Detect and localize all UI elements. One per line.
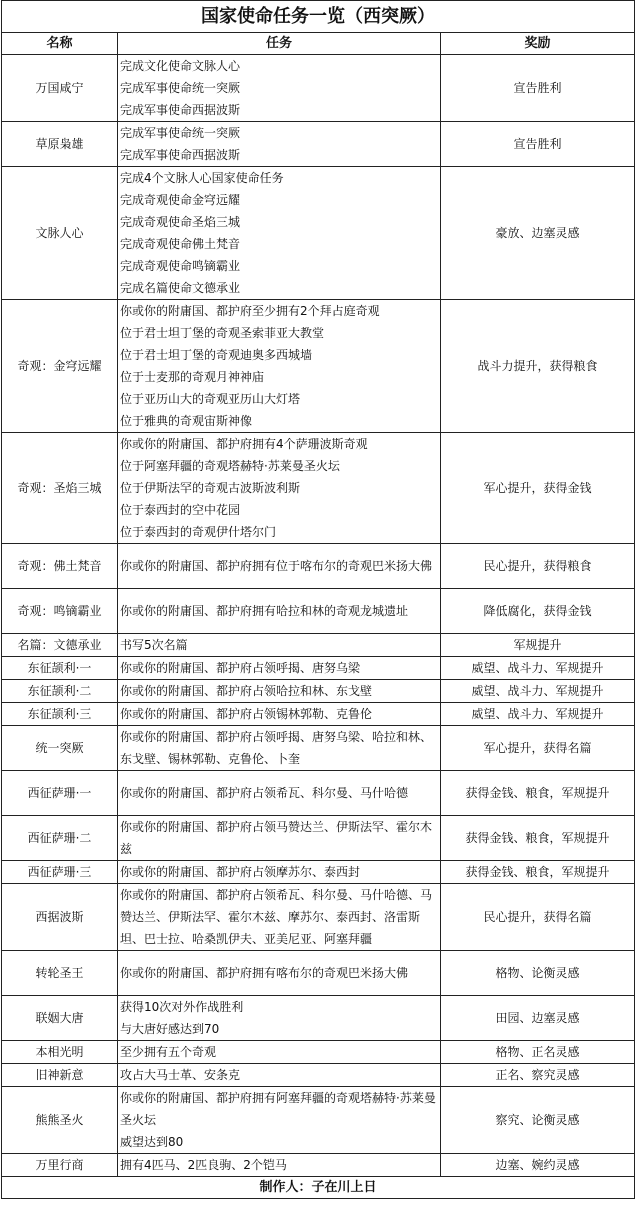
mission-name: 西征萨珊·三	[2, 861, 118, 884]
task-line: 完成军事使命西据波斯	[120, 103, 241, 117]
table-row	[2, 816, 635, 861]
mission-tasks	[118, 996, 441, 1041]
task-line: 你或你的附庸国、都护府占领呼揭、唐努乌梁、哈拉和林、东戈壁、锡林郭勒、克鲁伦、卜奎	[120, 730, 433, 766]
mission-reward: 威望、战斗力、军规提升	[441, 703, 635, 726]
mission-tasks	[118, 1041, 441, 1064]
task-line: 完成名篇使命文德承业	[120, 281, 241, 295]
mission-name: 东征颉利·二	[2, 680, 118, 703]
author-credit: 制作人：子在川上日	[2, 1177, 635, 1199]
task-line: 完成奇观使命鸣镝霸业	[120, 259, 241, 273]
table-row	[2, 951, 635, 996]
mission-tasks	[118, 433, 441, 544]
header-task: 任务	[118, 33, 441, 55]
mission-name: 熊熊圣火	[2, 1087, 118, 1154]
mission-reward: 获得金钱、粮食，军规提升	[441, 861, 635, 884]
table-row	[2, 703, 635, 726]
mission-reward: 豪放、边塞灵感	[441, 167, 635, 300]
mission-name: 西据波斯	[2, 884, 118, 951]
mission-name: 奇观：圣焰三城	[2, 433, 118, 544]
task-line: 你或你的附庸国、都护府占领呼揭、唐努乌梁	[120, 661, 361, 675]
task-line: 完成文化使命文脉人心	[120, 59, 241, 73]
table-row	[2, 433, 635, 544]
mission-tasks	[118, 816, 441, 861]
mission-name: 统一突厥	[2, 726, 118, 771]
table-row	[2, 726, 635, 771]
mission-tasks	[118, 771, 441, 816]
task-line: 完成奇观使命圣焰三城	[120, 215, 241, 229]
table-row	[2, 122, 635, 167]
mission-name: 万国咸宁	[2, 55, 118, 122]
task-line: 拥有4匹马、2匹良驹、2个铠马	[120, 1158, 287, 1172]
task-line: 与大唐好感达到70	[120, 1022, 220, 1036]
mission-name: 西征萨珊·一	[2, 771, 118, 816]
task-line: 攻占大马士革、安条克	[120, 1068, 241, 1082]
task-line: 完成4个文脉人心国家使命任务	[120, 171, 284, 185]
table-row	[2, 544, 635, 589]
mission-name: 奇观：佛土梵音	[2, 544, 118, 589]
mission-reward: 战斗力提升，获得粮食	[441, 300, 635, 433]
page-title: 国家使命任务一览（西突厥）	[2, 1, 635, 33]
mission-tasks	[118, 1064, 441, 1087]
mission-name: 奇观：鸣镝霸业	[2, 589, 118, 634]
mission-reward: 民心提升，获得名篇	[441, 884, 635, 951]
mission-tasks	[118, 951, 441, 996]
table-row	[2, 996, 635, 1041]
task-line: 位于泰西封的奇观伊什塔尔门	[120, 525, 277, 539]
mission-reward: 获得金钱、粮食，军规提升	[441, 816, 635, 861]
mission-rows	[2, 55, 635, 1177]
task-line: 你或你的附庸国、都护府拥有4个萨珊波斯奇观	[120, 437, 368, 451]
mission-reward: 边塞、婉约灵感	[441, 1154, 635, 1177]
table-row	[2, 680, 635, 703]
task-line: 完成军事使命统一突厥	[120, 126, 241, 140]
mission-table	[1, 0, 635, 1199]
table-row	[2, 1087, 635, 1154]
task-line: 你或你的附庸国、都护府占领希瓦、科尔曼、马什哈德	[120, 786, 409, 800]
mission-name: 西征萨珊·二	[2, 816, 118, 861]
table-row	[2, 1064, 635, 1087]
table-row	[2, 771, 635, 816]
mission-name: 转轮圣王	[2, 951, 118, 996]
mission-reward: 获得金钱、粮食，军规提升	[441, 771, 635, 816]
task-line: 获得10次对外作战胜利	[120, 1000, 244, 1014]
header-name: 名称	[2, 33, 118, 55]
table-row	[2, 300, 635, 433]
mission-tasks	[118, 167, 441, 300]
task-line: 你或你的附庸国、都护府占领希瓦、科尔曼、马什哈德、马赞达兰、伊斯法罕、霍尔木兹、摩苏尔、泰西封、洛雷斯坦、巴士拉、哈桑凯伊夫、亚美尼亚、阿塞拜疆	[120, 888, 433, 946]
task-line: 位于君士坦丁堡的奇观圣索菲亚大教堂	[120, 326, 325, 340]
task-line: 你或你的附庸国、都护府拥有阿塞拜疆的奇观塔赫特·苏莱曼圣火坛	[120, 1091, 436, 1127]
mission-reward: 格物、正名灵感	[441, 1041, 635, 1064]
table-row	[2, 861, 635, 884]
mission-tasks	[118, 300, 441, 433]
header-reward: 奖励	[441, 33, 635, 55]
mission-reward: 正名、察究灵感	[441, 1064, 635, 1087]
task-line: 你或你的附庸国、都护府拥有哈拉和林的奇观龙城遗址	[120, 604, 409, 618]
task-line: 你或你的附庸国、都护府拥有喀布尔的奇观巴米扬大佛	[120, 966, 409, 980]
task-line: 位于士麦那的奇观月神神庙	[120, 370, 265, 384]
mission-reward: 降低腐化，获得金钱	[441, 589, 635, 634]
task-line: 位于雅典的奇观宙斯神像	[120, 414, 253, 428]
mission-tasks	[118, 1087, 441, 1154]
task-line: 完成奇观使命金穹远耀	[120, 193, 241, 207]
table-row	[2, 657, 635, 680]
mission-tasks	[118, 680, 441, 703]
table-row	[2, 1154, 635, 1177]
mission-reward: 宣告胜利	[441, 122, 635, 167]
table-row	[2, 589, 635, 634]
table-row	[2, 55, 635, 122]
mission-reward: 宣告胜利	[441, 55, 635, 122]
mission-tasks	[118, 55, 441, 122]
mission-reward: 军心提升，获得金钱	[441, 433, 635, 544]
task-line: 威望达到80	[120, 1135, 184, 1149]
table-row	[2, 884, 635, 951]
task-line: 位于君士坦丁堡的奇观迪奥多西城墙	[120, 348, 313, 362]
mission-name: 文脉人心	[2, 167, 118, 300]
mission-tasks	[118, 544, 441, 589]
mission-tasks	[118, 884, 441, 951]
mission-tasks	[118, 726, 441, 771]
task-line: 你或你的附庸国、都护府占领马赞达兰、伊斯法罕、霍尔木兹	[120, 820, 433, 856]
mission-reward: 民心提升，获得粮食	[441, 544, 635, 589]
mission-name: 东征颉利·一	[2, 657, 118, 680]
task-line: 完成奇观使命佛土梵音	[120, 237, 241, 251]
mission-tasks	[118, 634, 441, 657]
task-line: 你或你的附庸国、都护府占领摩苏尔、泰西封	[120, 865, 361, 879]
task-line: 完成军事使命统一突厥	[120, 81, 241, 95]
mission-reward: 威望、战斗力、军规提升	[441, 657, 635, 680]
task-line: 你或你的附庸国、都护府至少拥有2个拜占庭奇观	[120, 304, 380, 318]
task-line: 完成军事使命西据波斯	[120, 148, 241, 162]
task-line: 你或你的附庸国、都护府占领哈拉和林、东戈壁	[120, 684, 373, 698]
mission-name: 联姻大唐	[2, 996, 118, 1041]
mission-reward: 格物、论衡灵感	[441, 951, 635, 996]
mission-name: 万里行商	[2, 1154, 118, 1177]
mission-name: 名篇：文德承业	[2, 634, 118, 657]
task-line: 位于亚历山大的奇观亚历山大灯塔	[120, 392, 301, 406]
task-line: 你或你的附庸国、都护府占领锡林郭勒、克鲁伦	[120, 707, 373, 721]
mission-name: 东征颉利·三	[2, 703, 118, 726]
mission-name: 旧神新意	[2, 1064, 118, 1087]
mission-tasks	[118, 703, 441, 726]
mission-tasks	[118, 122, 441, 167]
mission-name: 草原枭雄	[2, 122, 118, 167]
task-line: 位于泰西封的空中花园	[120, 503, 241, 517]
mission-tasks	[118, 589, 441, 634]
table-row	[2, 167, 635, 300]
task-line: 至少拥有五个奇观	[120, 1045, 217, 1059]
mission-name: 本相光明	[2, 1041, 118, 1064]
mission-reward: 察究、论衡灵感	[441, 1087, 635, 1154]
task-line: 位于阿塞拜疆的奇观塔赫特·苏莱曼圣火坛	[120, 459, 340, 473]
mission-tasks	[118, 861, 441, 884]
table-row	[2, 634, 635, 657]
task-line: 书写5次名篇	[120, 638, 188, 652]
mission-tasks	[118, 1154, 441, 1177]
mission-reward: 军规提升	[441, 634, 635, 657]
task-line: 你或你的附庸国、都护府拥有位于喀布尔的奇观巴米扬大佛	[120, 559, 433, 573]
mission-name: 奇观：金穹远耀	[2, 300, 118, 433]
task-line: 位于伊斯法罕的奇观古波斯波利斯	[120, 481, 301, 495]
mission-reward: 威望、战斗力、军规提升	[441, 680, 635, 703]
table-row	[2, 1041, 635, 1064]
mission-reward: 军心提升，获得名篇	[441, 726, 635, 771]
mission-tasks	[118, 657, 441, 680]
mission-reward: 田园、边塞灵感	[441, 996, 635, 1041]
